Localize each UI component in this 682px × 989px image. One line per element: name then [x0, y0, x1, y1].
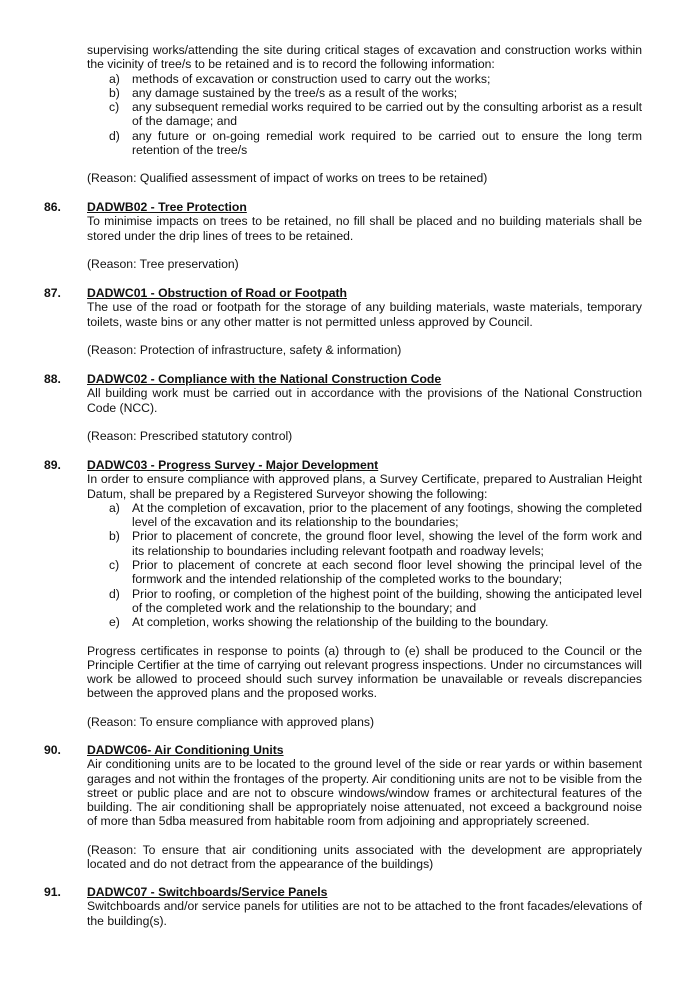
condition-paragraph: Progress certificates in response to points (a) through to (e) shall be produced to the Council or the Principle Certifier at the time of carrying out relevant progress inspections. Under no circumstances will work be allowed to proceed should such survey information be unavailable or reveals discrepancies between the approved plans and the proposed works.	[87, 643, 642, 701]
condition-title: DADWC02 - Compliance with the National Construction Code	[87, 372, 442, 386]
condition-title: DADWC01 - Obstruction of Road or Footpath	[87, 286, 347, 300]
list-item-label: e)	[109, 615, 120, 630]
condition-title: DADWC03 - Progress Survey - Major Development	[87, 458, 379, 472]
condition-90	[44, 743, 642, 871]
list-item-text: any damage sustained by the tree/s as a result of the works;	[132, 85, 458, 100]
list-item-text: At completion, works showing the relationship of the building to the boundary.	[132, 615, 549, 630]
condition-body	[87, 372, 642, 443]
condition-number: 86.	[44, 200, 61, 214]
list-item-label: b)	[109, 529, 120, 544]
list-item-label: b)	[109, 85, 120, 100]
list-item-text: Prior to placement of concrete, the ground floor level, showing the level of the form work and its relationship to boundaries including relevant footpath and roadway levels;	[132, 529, 642, 558]
list-item	[87, 587, 642, 616]
list-item-text: Prior to roofing, or completion of the highest point of the building, showing the anticipated level of the completed work and the relationship to the boundary; and	[132, 586, 642, 615]
condition-number: 87.	[44, 286, 61, 300]
condition-number: 90.	[44, 743, 61, 757]
list-item-text: any future or on-going remedial work required to be carried out to ensure the long term retention of the tree/s	[132, 128, 642, 158]
list-item	[87, 86, 642, 100]
list-item-label: d)	[109, 128, 120, 143]
list-item-label: a)	[109, 500, 120, 515]
list-item	[87, 100, 642, 129]
condition-86	[44, 200, 642, 271]
condition-number: 91.	[44, 885, 61, 899]
reason-text: (Reason: Protection of infrastructure, safety & information)	[87, 342, 402, 357]
list-item-text: Prior to placement of concrete at each second floor level showing the principal level of the formwork and the intended relationship of the completed works to the boundary;	[132, 558, 642, 587]
intro-paragraph: supervising works/attending the site during critical stages of excavation and construction works within the vicinity of tree/s to be retained and is to record the following information:	[87, 43, 642, 72]
list-item	[87, 129, 642, 158]
condition-title: DADWB02 - Tree Protection	[87, 200, 247, 214]
condition-title: DADWC07 - Switchboards/Service Panels	[87, 885, 328, 899]
condition-body	[87, 200, 642, 271]
list-item	[87, 529, 642, 558]
condition-paragraph: In order to ensure compliance with approved plans, a Survey Certificate, prepared to Australian Height Datum, shall be prepared by a Registered Surveyor showing the following:	[87, 472, 642, 501]
condition-number: 88.	[44, 372, 61, 386]
list-item-label: c)	[109, 558, 120, 573]
reason-text: (Reason: Prescribed statutory control)	[87, 428, 293, 443]
list-item	[87, 501, 642, 530]
condition-list	[87, 501, 642, 630]
condition-body	[87, 286, 642, 357]
list-item-text: At the completion of excavation, prior to the placement of any footings, showing the completed level of the excavation and its relationship to the boundaries;	[132, 500, 642, 530]
list-item-label: a)	[109, 71, 120, 86]
condition-paragraph: All building work must be carried out in accordance with the provisions of the National Construction Code (NCC).	[87, 386, 642, 415]
condition-paragraph: Switchboards and/or service panels for utilities are not to be attached to the front facades/elevations of the building(s).	[87, 899, 642, 928]
list-item-text: methods of excavation or construction used to carry out the works;	[132, 71, 491, 86]
reason-text: (Reason: Tree preservation)	[87, 256, 239, 271]
condition-title: DADWC06- Air Conditioning Units	[87, 743, 284, 757]
condition-body	[87, 885, 642, 928]
condition-number: 89.	[44, 458, 61, 472]
reason-text: (Reason: To ensure compliance with approved plans)	[87, 714, 375, 729]
list-item	[87, 615, 642, 629]
condition-89	[44, 458, 642, 729]
condition-paragraph: The use of the road or footpath for the storage of any building materials, waste materials, temporary toilets, waste bins or any other matter is not permitted unless approved by Council.	[87, 300, 642, 329]
intro-list	[87, 72, 642, 158]
condition-paragraph: To minimise impacts on trees to be retained, no fill shall be placed and no building materials shall be stored under the drip lines of trees to be retained.	[87, 214, 642, 243]
list-item-label: d)	[109, 586, 120, 601]
condition-body	[87, 458, 642, 729]
condition-87	[44, 286, 642, 357]
condition-88	[44, 372, 642, 443]
reason-text: (Reason: To ensure that air conditioning units associated with the development are appropriately located and do not detract from the appearance of the buildings)	[87, 842, 642, 872]
condition-body	[87, 743, 642, 871]
condition-91	[44, 885, 642, 928]
list-item-label: c)	[109, 100, 120, 115]
reason-text: (Reason: Qualified assessment of impact of works on trees to be retained)	[87, 171, 488, 186]
condition-paragraph: Air conditioning units are to be located to the ground level of the side or rear yards or within basement garages and not within the frontages of the property. Air conditioning units are not to be visible from the street or public place and are not to obscure windows/window frames or architectural features of the building. The air conditioning shall be appropriately noise attenuated, not exceed a background noise of more than 5dba measured from habitable room from adjoining and appropriately screened.	[87, 757, 642, 829]
list-item	[87, 558, 642, 587]
list-item	[87, 72, 642, 86]
previous-condition-continuation	[87, 43, 642, 186]
list-item-text: any subsequent remedial works required to be carried out by the consulting arborist as a result of the damage; and	[132, 100, 642, 129]
